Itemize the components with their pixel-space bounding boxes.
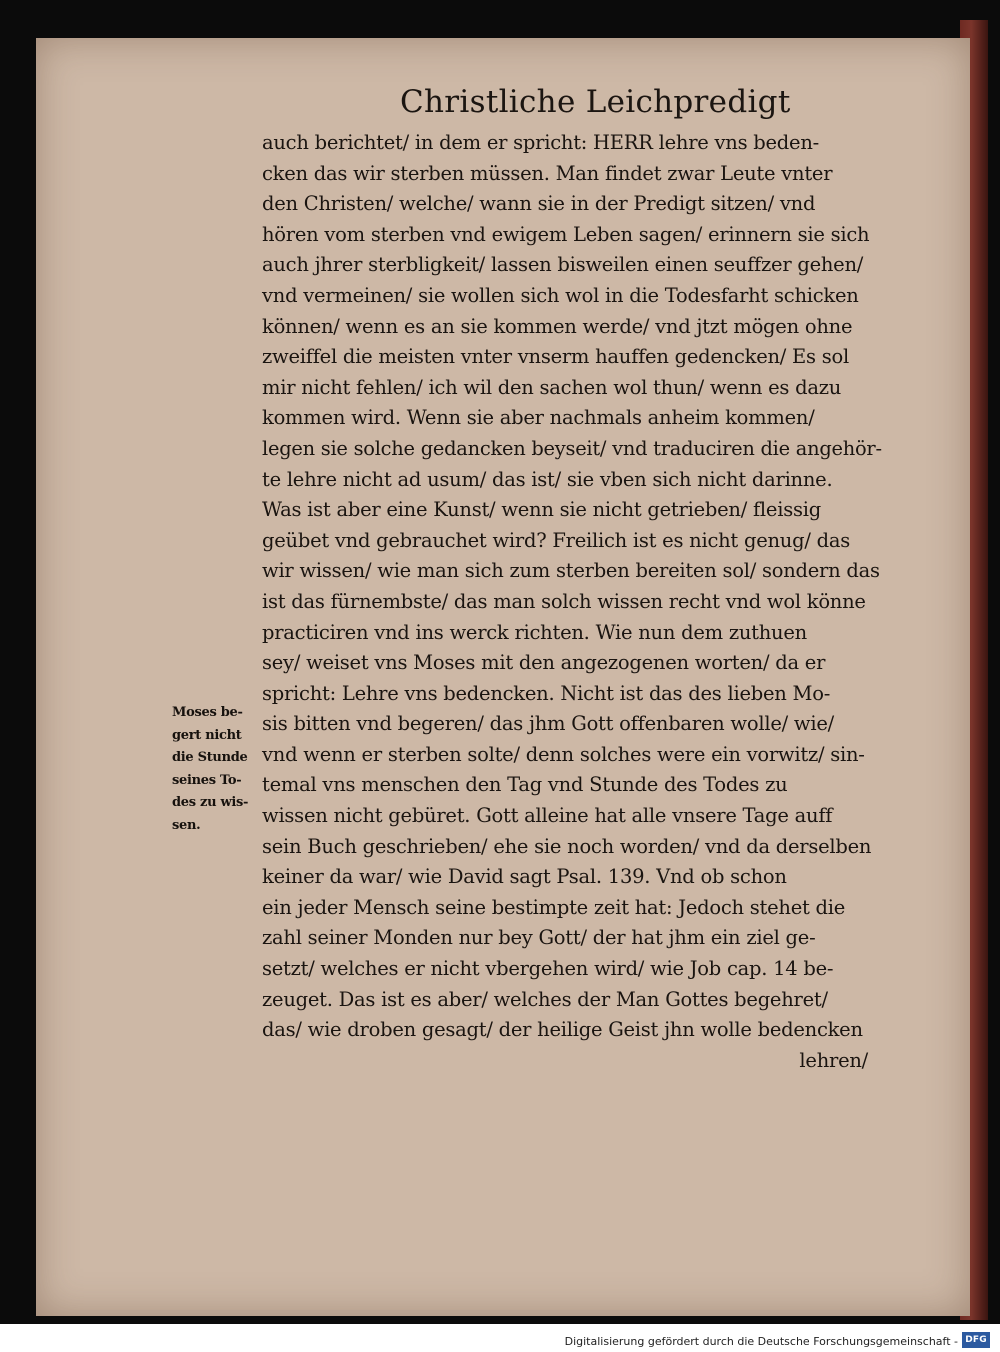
marginal-note-line: seines To- [172, 772, 242, 788]
text-line: hören vom sterben vnd ewigem Leben sagen/ erinnern sie sich [262, 222, 870, 246]
text-line: te lehre nicht ad usum/ das ist/ sie vben sich nicht darinne. [262, 467, 833, 491]
text-line: zahl seiner Monden nur bey Gott/ der hat jhm ein ziel ge- [262, 926, 816, 950]
marginal-note-line: Moses be- [172, 705, 243, 720]
text-line: sey/ weiset vns Moses mit den angezogenen worten/ da er [262, 651, 826, 675]
text-line: cken das wir sterben müssen. Man findet zwar Leute vnter [262, 161, 833, 185]
marginal-note [172, 702, 272, 837]
marginal-note-line: des zu wis- [172, 795, 249, 810]
text-line: setzt/ welches er nicht vbergehen wird/ wie Job cap. 14 be- [262, 957, 834, 981]
text-line: auch berichtet/ in dem er spricht: HERR lehre vns beden- [262, 131, 819, 154]
text-line: vnd wenn er sterben solte/ denn solches were ein vorwitz/ sin- [262, 742, 865, 766]
text-line: mir nicht fehlen/ ich wil den sachen wol thun/ wenn es dazu [262, 375, 842, 399]
text-line: sein Buch geschrieben/ ehe sie noch worden/ vnd da derselben [262, 834, 872, 858]
running-head: Christliche Leichpredigt [400, 84, 791, 120]
text-line: den Christen/ welche/ wann sie in der Predigt sitzen/ vnd [262, 192, 816, 216]
text-line: auch jhrer sterbligkeit/ lassen bisweilen einen seuffzer gehen/ [262, 253, 864, 277]
text-line: practiciren vnd ins werck richten. Wie nun dem zuthuen [262, 620, 807, 644]
text-line: spricht: Lehre vns bedencken. Nicht ist das des lieben Mo- [262, 681, 831, 705]
marginal-note-line: gert nicht [172, 727, 242, 743]
text-line: temal vns menschen den Tag vnd Stunde des Todes zu [262, 773, 788, 797]
text-line: wissen nicht gebüret. Gott alleine hat alle vnsere Tage auff [262, 804, 833, 828]
dfg-logo[interactable]: DFG [962, 1332, 990, 1348]
text-line: kommen wird. Wenn sie aber nachmals anheim kommen/ [262, 406, 815, 430]
catchword: lehren/ [799, 1048, 868, 1072]
text-line: geübet vnd gebrauchet wird? Freilich ist es nicht genug/ das [262, 528, 850, 552]
text-line: vnd vermeinen/ sie wollen sich wol in die Todesfarht schicken [262, 283, 859, 307]
footer-credit: Digitalisierung gefördert durch die Deutsche Forschungsgemeinschaft - [564, 1335, 958, 1348]
text-line: können/ wenn es an sie kommen werde/ vnd jtzt mögen ohne [262, 314, 853, 338]
text-line: legen sie solche gedancken beyseit/ vnd traduciren die angehör- [262, 436, 882, 460]
text-line: ein jeder Mensch seine bestimpte zeit hat: Jedoch stehet die [262, 895, 846, 919]
text-line: zeuget. Das ist es aber/ welches der Man Gottes begehret/ [262, 987, 828, 1011]
text-line: wir wissen/ wie man sich zum sterben bereiten sol/ sondern das [262, 559, 880, 583]
marginal-note-line: die Stunde [172, 750, 248, 765]
marginal-note-line: sen. [172, 817, 201, 833]
text-line: zweiffel die meisten vnter vnserm hauffen gedencken/ Es sol [262, 345, 849, 369]
text-line: sis bitten vnd begeren/ das jhm Gott offenbaren wolle/ wie/ [262, 712, 834, 736]
text-line: das/ wie droben gesagt/ der heilige Geist jhn wolle bedencken [262, 1018, 863, 1042]
body-text [262, 128, 882, 1076]
text-line: keiner da war/ wie David sagt Psal. 139. Vnd ob schon [262, 865, 787, 889]
text-line: ist das fürnembste/ das man solch wissen recht vnd wol könne [262, 589, 866, 613]
text-line: Was ist aber eine Kunst/ wenn sie nicht getrieben/ fleissig [262, 498, 821, 522]
